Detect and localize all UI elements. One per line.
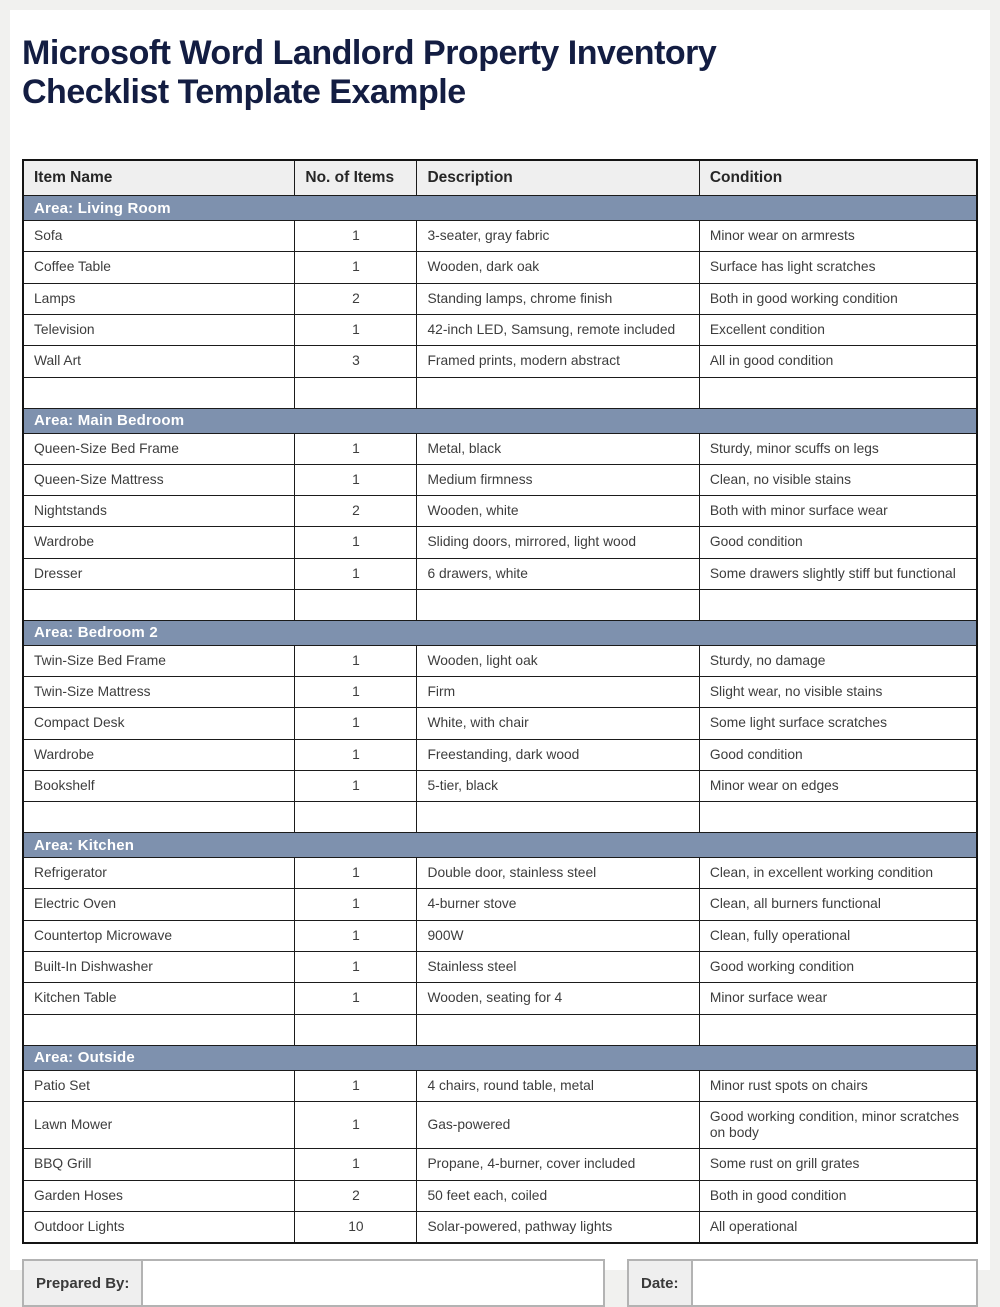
condition-cell: Some rust on grill grates [699, 1149, 977, 1180]
area-header-row [23, 620, 977, 645]
table-row [23, 346, 977, 377]
empty-spacer-row [23, 1014, 977, 1045]
area-header-cell: Area: Main Bedroom [23, 408, 977, 433]
condition-cell: Minor wear on armrests [699, 221, 977, 252]
qty-cell: 10 [295, 1211, 417, 1243]
col-header-condition: Condition [699, 160, 977, 196]
item-name-cell: Nightstands [23, 496, 295, 527]
condition-cell: Good working condition [699, 951, 977, 982]
description-cell: 6 drawers, white [417, 558, 699, 589]
qty-cell: 1 [295, 314, 417, 345]
item-name-cell: Garden Hoses [23, 1180, 295, 1211]
description-cell: 42-inch LED, Samsung, remote included [417, 314, 699, 345]
condition-cell: Both in good working condition [699, 283, 977, 314]
description-cell: Gas-powered [417, 1101, 699, 1149]
table-row [23, 1211, 977, 1243]
item-name-cell: Coffee Table [23, 252, 295, 283]
item-name-cell: Compact Desk [23, 708, 295, 739]
condition-cell: Some drawers slightly stiff but functional [699, 558, 977, 589]
page-title: Microsoft Word Landlord Property Inventory Checklist Template Example [22, 34, 717, 112]
description-cell: Solar-powered, pathway lights [417, 1211, 699, 1243]
table-row [23, 1101, 977, 1149]
qty-cell: 1 [295, 433, 417, 464]
condition-cell: Good working condition, minor scratches on body [699, 1101, 977, 1149]
condition-cell: Both with minor surface wear [699, 496, 977, 527]
empty-cell[interactable] [417, 1014, 699, 1045]
item-name-cell: Dresser [23, 558, 295, 589]
table-row [23, 858, 977, 889]
item-name-cell: Twin-Size Bed Frame [23, 645, 295, 676]
item-name-cell: Wall Art [23, 346, 295, 377]
table-row [23, 770, 977, 801]
inventory-table-body [23, 196, 977, 1243]
item-name-cell: Countertop Microwave [23, 920, 295, 951]
description-cell: 5-tier, black [417, 770, 699, 801]
empty-cell[interactable] [295, 802, 417, 833]
table-row [23, 889, 977, 920]
description-cell: Sliding doors, mirrored, light wood [417, 527, 699, 558]
qty-cell: 2 [295, 1180, 417, 1211]
date-label: Date: [629, 1261, 693, 1305]
item-name-cell: Electric Oven [23, 889, 295, 920]
qty-cell: 1 [295, 1149, 417, 1180]
description-cell: Wooden, light oak [417, 645, 699, 676]
table-row [23, 496, 977, 527]
area-header-row [23, 1045, 977, 1070]
condition-cell: Sturdy, minor scuffs on legs [699, 433, 977, 464]
table-row [23, 677, 977, 708]
signature-footer [22, 1259, 978, 1307]
empty-cell[interactable] [699, 589, 977, 620]
description-cell: 4-burner stove [417, 889, 699, 920]
empty-cell[interactable] [417, 589, 699, 620]
item-name-cell: BBQ Grill [23, 1149, 295, 1180]
area-header-cell: Area: Kitchen [23, 833, 977, 858]
area-header-cell: Area: Bedroom 2 [23, 620, 977, 645]
table-row [23, 464, 977, 495]
qty-cell: 1 [295, 464, 417, 495]
qty-cell: 1 [295, 920, 417, 951]
condition-cell: Sturdy, no damage [699, 645, 977, 676]
date-box [627, 1259, 978, 1307]
condition-cell: Clean, in excellent working condition [699, 858, 977, 889]
condition-cell: Surface has light scratches [699, 252, 977, 283]
empty-spacer-row [23, 377, 977, 408]
empty-cell[interactable] [23, 377, 295, 408]
condition-cell: Clean, all burners functional [699, 889, 977, 920]
item-name-cell: Patio Set [23, 1070, 295, 1101]
area-header-cell: Area: Living Room [23, 196, 977, 221]
table-row [23, 558, 977, 589]
table-row [23, 314, 977, 345]
condition-cell: Good condition [699, 527, 977, 558]
table-row [23, 1180, 977, 1211]
qty-cell: 1 [295, 645, 417, 676]
qty-cell: 1 [295, 983, 417, 1014]
description-cell: 50 feet each, coiled [417, 1180, 699, 1211]
prepared-by-label: Prepared By: [24, 1261, 143, 1305]
table-row [23, 283, 977, 314]
table-row [23, 739, 977, 770]
condition-cell: Minor wear on edges [699, 770, 977, 801]
qty-cell: 1 [295, 739, 417, 770]
area-header-row [23, 408, 977, 433]
description-cell: Wooden, seating for 4 [417, 983, 699, 1014]
table-row [23, 920, 977, 951]
condition-cell: All operational [699, 1211, 977, 1243]
empty-cell[interactable] [23, 1014, 295, 1045]
condition-cell: Both in good condition [699, 1180, 977, 1211]
qty-cell: 2 [295, 283, 417, 314]
item-name-cell: Built-In Dishwasher [23, 951, 295, 982]
empty-cell[interactable] [295, 377, 417, 408]
item-name-cell: Bookshelf [23, 770, 295, 801]
condition-cell: Excellent condition [699, 314, 977, 345]
area-header-row [23, 833, 977, 858]
empty-cell[interactable] [295, 1014, 417, 1045]
qty-cell: 1 [295, 558, 417, 589]
description-cell: Stainless steel [417, 951, 699, 982]
qty-cell: 1 [295, 858, 417, 889]
table-row [23, 1149, 977, 1180]
qty-cell: 1 [295, 889, 417, 920]
empty-cell[interactable] [699, 802, 977, 833]
empty-cell[interactable] [417, 377, 699, 408]
qty-cell: 1 [295, 1070, 417, 1101]
item-name-cell: Lawn Mower [23, 1101, 295, 1149]
table-row [23, 708, 977, 739]
qty-cell: 1 [295, 1101, 417, 1149]
inventory-table [22, 159, 978, 1244]
table-row [23, 951, 977, 982]
description-cell: Double door, stainless steel [417, 858, 699, 889]
qty-cell: 1 [295, 951, 417, 982]
date-field[interactable] [693, 1261, 976, 1305]
item-name-cell: Wardrobe [23, 527, 295, 558]
qty-cell: 1 [295, 527, 417, 558]
description-cell: White, with chair [417, 708, 699, 739]
area-header-row [23, 196, 977, 221]
item-name-cell: Wardrobe [23, 739, 295, 770]
col-header-item-name: Item Name [23, 160, 295, 196]
item-name-cell: Twin-Size Mattress [23, 677, 295, 708]
condition-cell: Some light surface scratches [699, 708, 977, 739]
prepared-by-box [22, 1259, 605, 1307]
description-cell: 4 chairs, round table, metal [417, 1070, 699, 1101]
col-header-no-of-items: No. of Items [295, 160, 417, 196]
item-name-cell: Kitchen Table [23, 983, 295, 1014]
table-row [23, 983, 977, 1014]
item-name-cell: Television [23, 314, 295, 345]
qty-cell: 1 [295, 770, 417, 801]
condition-cell: Clean, fully operational [699, 920, 977, 951]
item-name-cell: Queen-Size Mattress [23, 464, 295, 495]
table-row [23, 1070, 977, 1101]
empty-cell[interactable] [699, 1014, 977, 1045]
qty-cell: 3 [295, 346, 417, 377]
condition-cell: All in good condition [699, 346, 977, 377]
empty-cell[interactable] [295, 589, 417, 620]
condition-cell: Minor surface wear [699, 983, 977, 1014]
description-cell: Metal, black [417, 433, 699, 464]
table-row [23, 252, 977, 283]
qty-cell: 1 [295, 221, 417, 252]
condition-cell: Good condition [699, 739, 977, 770]
qty-cell: 2 [295, 496, 417, 527]
description-cell: Freestanding, dark wood [417, 739, 699, 770]
description-cell: 900W [417, 920, 699, 951]
empty-cell[interactable] [23, 589, 295, 620]
table-row [23, 221, 977, 252]
condition-cell: Clean, no visible stains [699, 464, 977, 495]
document-page [10, 10, 990, 1292]
description-cell: Wooden, white [417, 496, 699, 527]
table-row [23, 645, 977, 676]
empty-cell[interactable] [699, 377, 977, 408]
qty-cell: 1 [295, 252, 417, 283]
item-name-cell: Sofa [23, 221, 295, 252]
empty-cell[interactable] [23, 802, 295, 833]
qty-cell: 1 [295, 708, 417, 739]
empty-cell[interactable] [417, 802, 699, 833]
description-cell: Medium firmness [417, 464, 699, 495]
description-cell: Standing lamps, chrome finish [417, 283, 699, 314]
item-name-cell: Outdoor Lights [23, 1211, 295, 1243]
description-cell: 3-seater, gray fabric [417, 221, 699, 252]
description-cell: Propane, 4-burner, cover included [417, 1149, 699, 1180]
item-name-cell: Lamps [23, 283, 295, 314]
item-name-cell: Queen-Size Bed Frame [23, 433, 295, 464]
description-cell: Firm [417, 677, 699, 708]
prepared-by-field[interactable] [143, 1261, 603, 1305]
condition-cell: Minor rust spots on chairs [699, 1070, 977, 1101]
description-cell: Wooden, dark oak [417, 252, 699, 283]
description-cell: Framed prints, modern abstract [417, 346, 699, 377]
empty-spacer-row [23, 589, 977, 620]
col-header-description: Description [417, 160, 699, 196]
area-header-cell: Area: Outside [23, 1045, 977, 1070]
table-header-row [23, 160, 977, 196]
table-row [23, 433, 977, 464]
table-row [23, 527, 977, 558]
item-name-cell: Refrigerator [23, 858, 295, 889]
empty-spacer-row [23, 802, 977, 833]
qty-cell: 1 [295, 677, 417, 708]
condition-cell: Slight wear, no visible stains [699, 677, 977, 708]
